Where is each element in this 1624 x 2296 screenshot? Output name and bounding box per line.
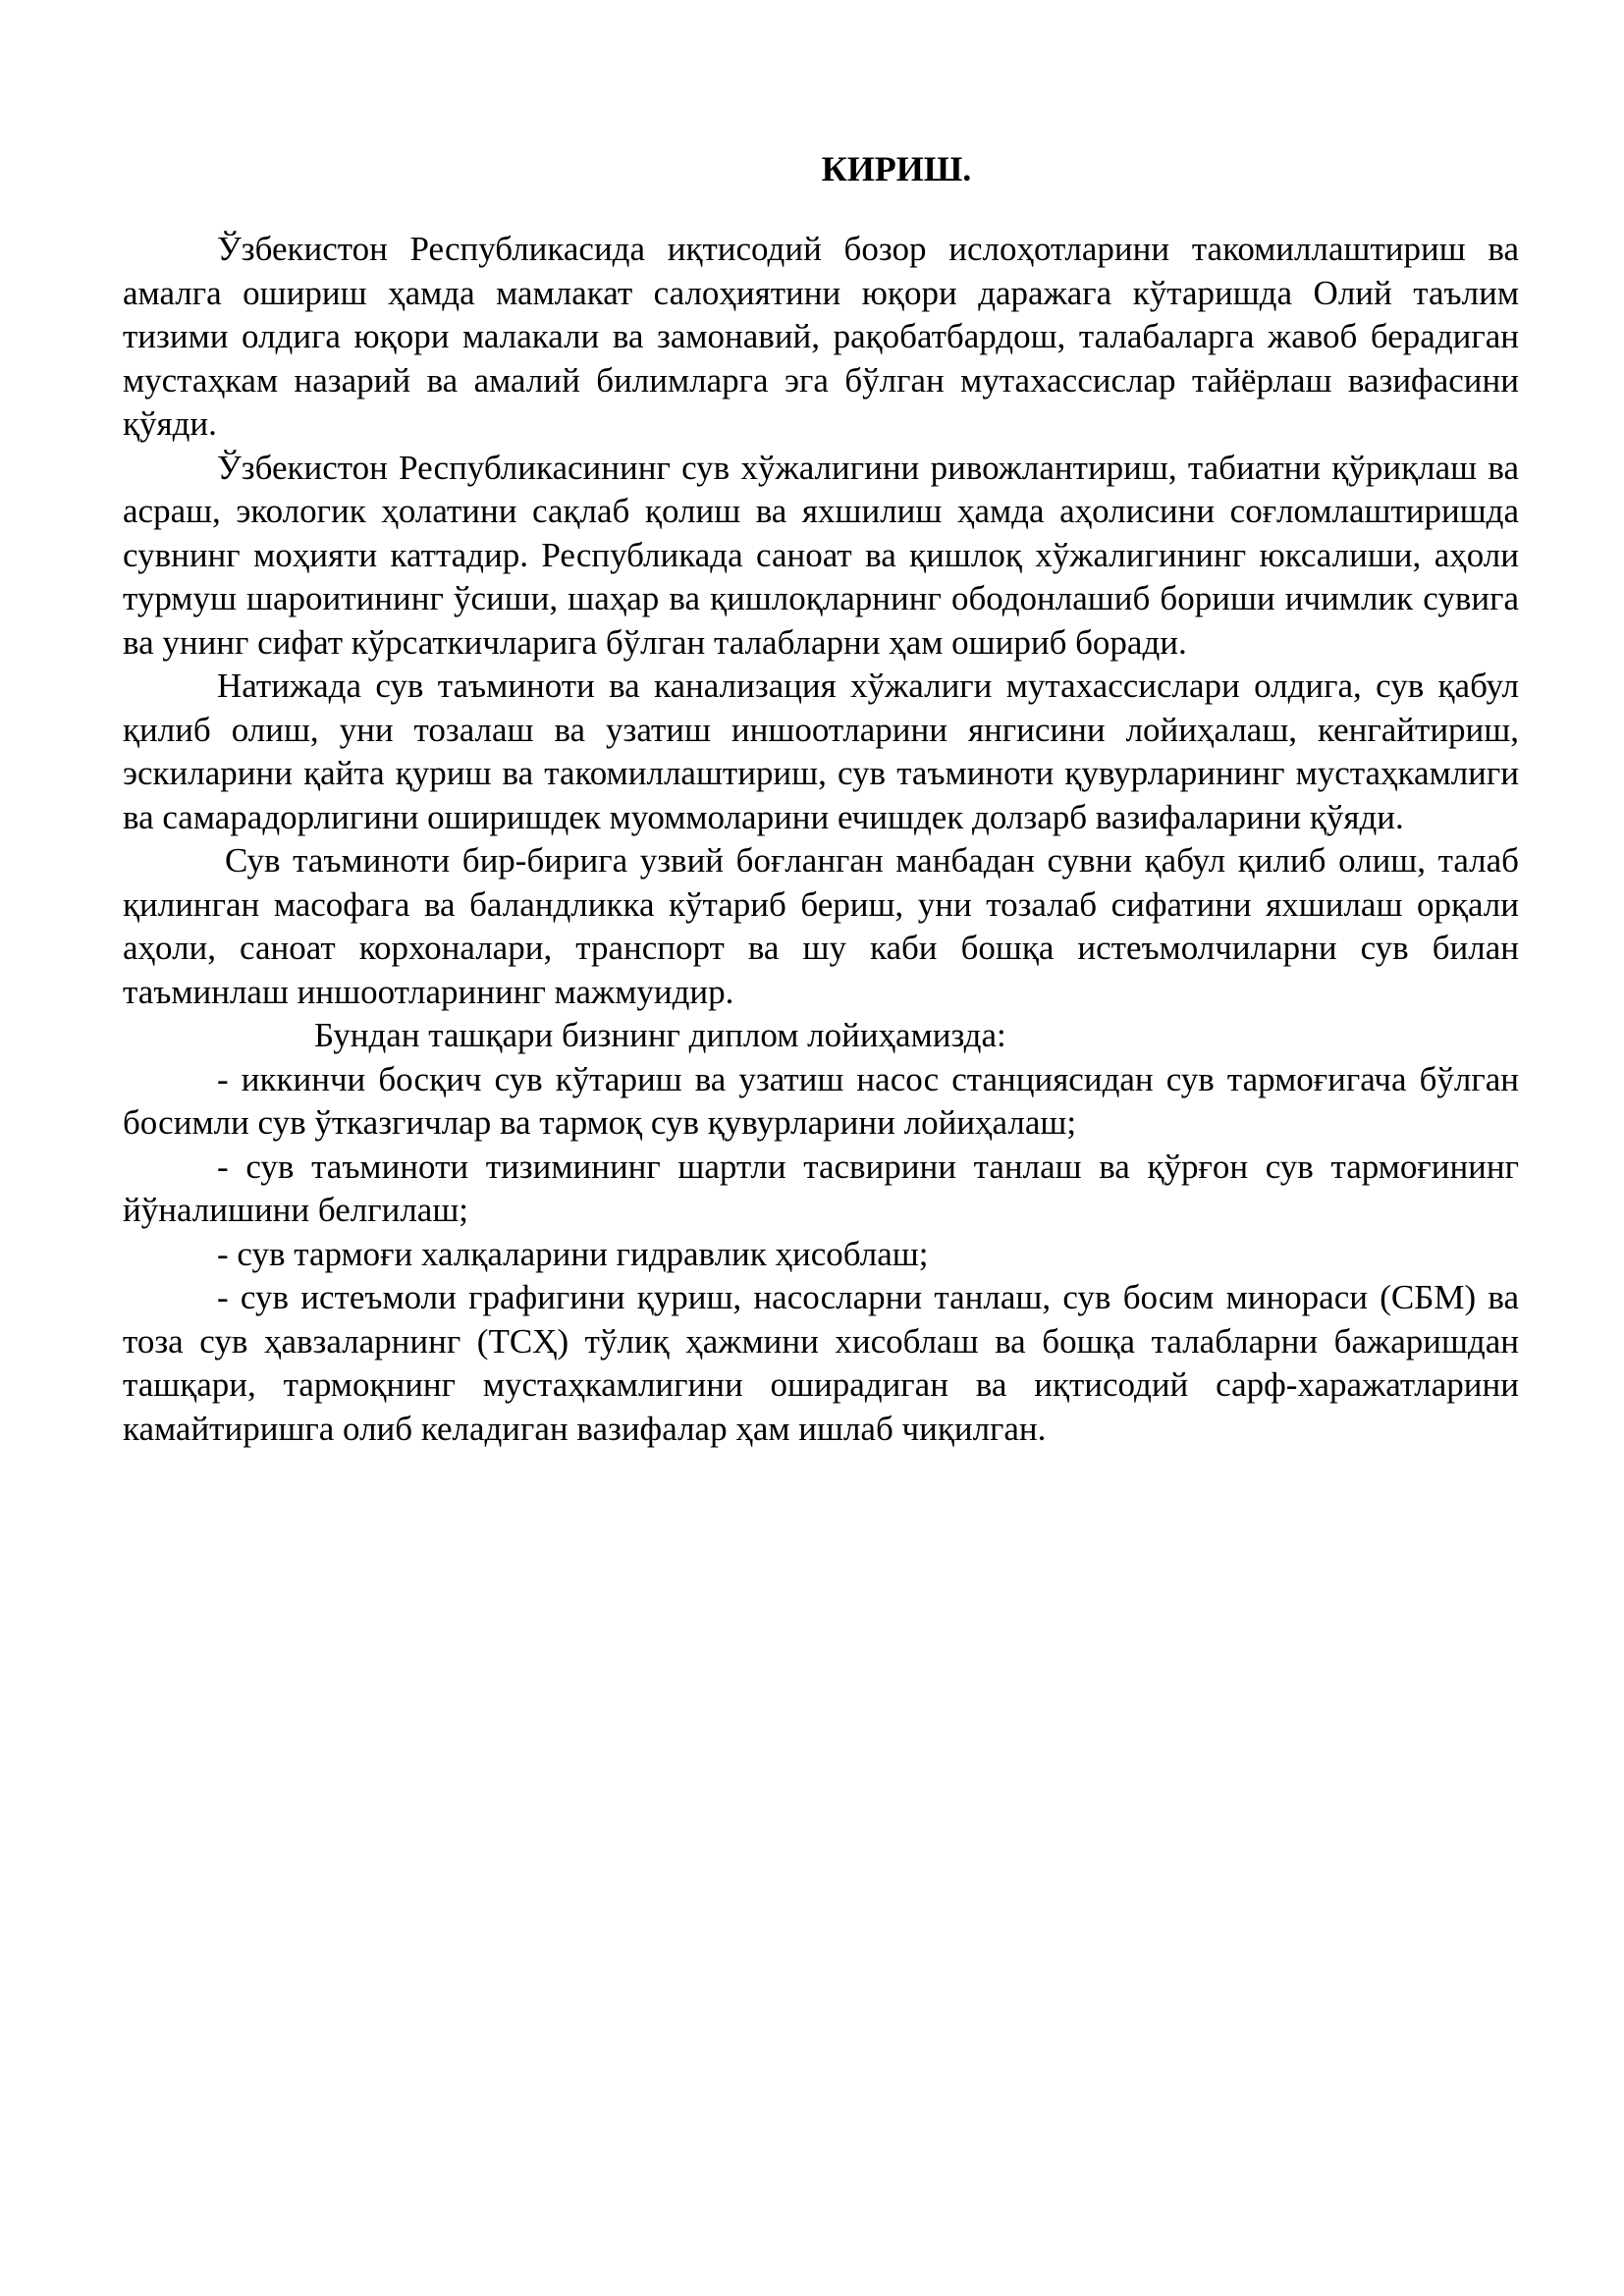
- paragraph-water-supply-definition: Сув таъминоти бир-бирига узвий боғланган манбадан сувни қабул қилиб олиш, талаб қилинган масофага ва баландликка кўтариб бериш, уни тозалаб сифатини яхшилаш орқали аҳоли, саноат корхоналари, транспорт ва шу каби бошқа истеъмолчиларни сув билан таъминлаш иншоотларининг мажмуидир.: [123, 841, 1519, 1011]
- paragraph-specialists-tasks: Натижада сув таъминоти ва канализация хўжалиги мутахассислари олдига, сув қабул қилиб олиш, уни тозалаш ва узатиш иншоотларини янгисини лойиҳалаш, кенгайтириш, эскиларини қайта қуриш ва такомиллаштириш, сув таъминоти қувурларининг мустаҳкамлиги ва самарадорлигини оширишдек муоммоларини ечишдек долзарб вазифаларини қўяди.: [123, 667, 1519, 836]
- page-title: КИРИШ.: [821, 149, 972, 188]
- paragraph-intro: Ўзбекистон Республикасида иқтисодий бозор ислоҳотларини такомиллаштириш ва амалга ошириш ҳамда мамлакат салоҳиятини юқори даражага кўтаришда Олий таълим тизими олдига юқори малакали ва замонавий, рақобатбардош, талабаларга жавоб берадиган мустаҳкам назарий ва амалий билимларга эга бўлган мутахассислар тайёрлаш вазифасини қўяди.: [123, 230, 1519, 443]
- list-item: - сув таъминоти тизимининг шартли тасвирини танлаш ва қўрғон сув тармоғининг йўналишини белгилаш;: [123, 1147, 1519, 1229]
- document-body: [123, 147, 1519, 1451]
- list-item: - сув тармоғи халқаларини гидравлик ҳисоблаш;: [217, 1234, 929, 1273]
- paragraph-water-economy: Ўзбекистон Республикасининг сув хўжалигини ривожлантириш, табиатни қўриқлаш ва асраш, экологик ҳолатини сақлаб қолиш ва яхшилиш ҳамда аҳолисини соғломлаштиришда сувнинг моҳияти каттадир. Республикада саноат ва қишлоқ хўжалигининг юксалиши, аҳоли турмуш шароитининг ўсиши, шаҳар ва қишлоқларнинг ободонлашиб бориши ичимлик сувига ва унинг сифат кўрсаткичларига бўлган талабларни ҳам ошириб боради.: [123, 448, 1519, 662]
- list-item: - иккинчи босқич сув кўтариш ва узатиш насос станциясидан сув тармоғигача бўлган босимли сув ўтказгичлар ва тармоқ сув қувурларини лойиҳалаш;: [123, 1059, 1519, 1142]
- paragraph-diploma-intro: Бундан ташқари бизнинг диплом лойиҳамизда:: [314, 1016, 1006, 1054]
- list-item: - сув истеъмоли графигини қуриш, насосларни танлаш, сув босим минораси (СБМ) ва тоза сув ҳавзаларнинг (ТСҲ) тўлиқ ҳажмини хисоблаш ва бошқа талабларни бажаришдан ташқари, тармоқнинг мустаҳкамлигини оширадиган ва иқтисодий сарф-харажатларини камайтиришга олиб келадиган вазифалар ҳам ишлаб чиқилган.: [123, 1278, 1519, 1448]
